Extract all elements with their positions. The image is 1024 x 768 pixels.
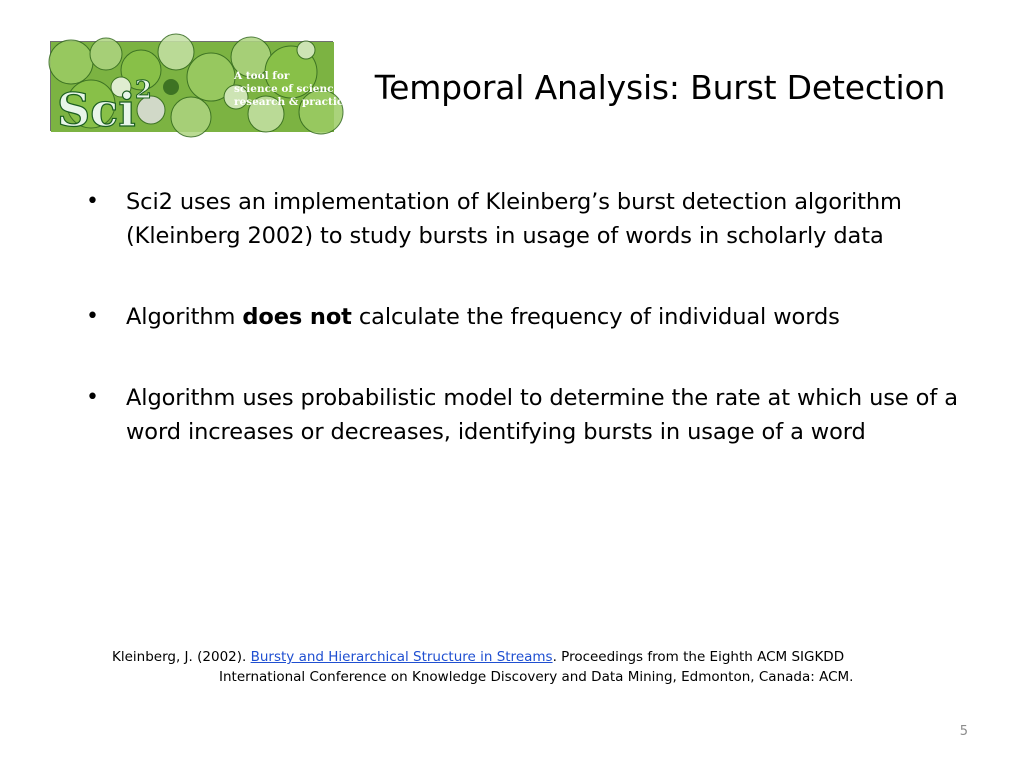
bullet-text-after: calculate the frequency of individual words <box>351 304 840 330</box>
slide-title: Temporal Analysis: Burst Detection <box>374 68 946 107</box>
logo-tagline-3: research & practice <box>234 96 350 108</box>
bullet-text-before: Algorithm <box>126 304 243 330</box>
citation-suffix: . Proceedings from the Eighth ACM SIGKDD <box>552 649 845 665</box>
page-number: 5 <box>959 724 968 739</box>
logo-tagline-2: science of science <box>234 83 341 95</box>
bullet-text: Algorithm uses probabilistic model to determine the rate at which use of a word increases or decreases, identifying bursts in usage of a word <box>126 385 958 445</box>
logo-tagline-1: A tool for <box>234 70 290 82</box>
bullet-marker: • <box>86 385 99 410</box>
bullet-marker: • <box>86 304 99 329</box>
citation-link[interactable]: Bursty and Hierarchical Structure in Streams <box>250 649 553 665</box>
logo-superscript: 2 <box>135 75 152 104</box>
sci2-logo <box>50 41 350 137</box>
bullet-text-emphasis: does not <box>242 304 352 330</box>
bullet-item <box>86 300 966 334</box>
citation <box>112 647 912 687</box>
bullet-text: Sci2 uses an implementation of Kleinberg’s burst detection algorithm (Kleinberg 2002) to study bursts in usage of words in scholarly data <box>126 189 902 249</box>
bullet-item <box>86 381 966 449</box>
sci2-logo-graphic <box>51 42 350 137</box>
citation-prefix: Kleinberg, J. (2002). <box>112 649 251 665</box>
logo-wordmark: Sci <box>57 83 136 137</box>
bullet-list <box>86 185 966 496</box>
bullet-marker: • <box>86 189 99 214</box>
bullet-item <box>86 185 966 253</box>
citation-line2: International Conference on Knowledge Discovery and Data Mining, Edmonton, Canada: ACM. <box>219 669 854 685</box>
